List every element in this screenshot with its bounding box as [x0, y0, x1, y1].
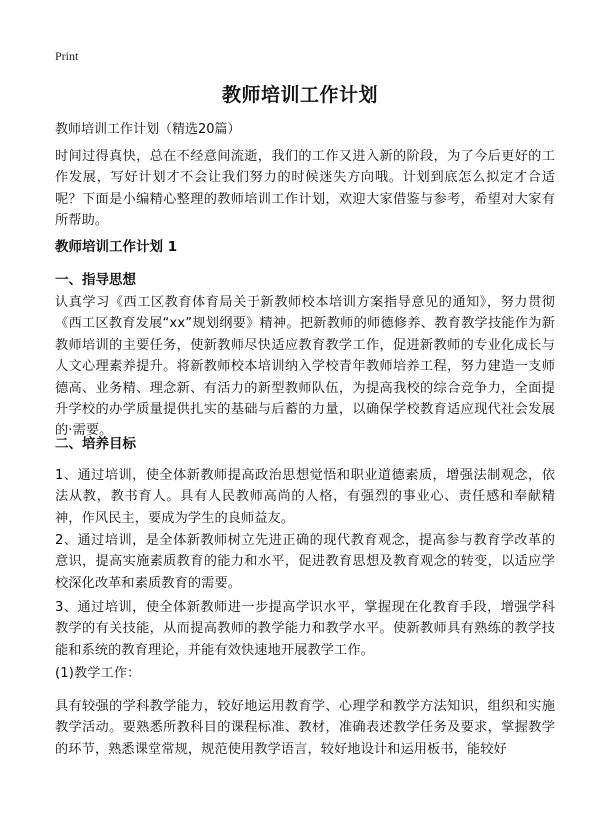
document-subtitle: 教师培训工作计划（精选20篇）: [55, 122, 241, 137]
page-title: 教师培训工作计划: [221, 84, 378, 106]
goal-item: 2、通过培训，是全体新教师树立先进正确的现代教育观念，提高参与教育学改革的意识，提高实施素质教育的能力和水平，促进教育思想及教育观念的转变，以适应学校深化改革和素质教育的需要。: [55, 533, 555, 591]
section-heading-guiding-ideology: 一、指导思想: [55, 272, 136, 288]
intro-paragraph: 时间过得真快，总在不经意间流逝，我们的工作又进入新的阶段，为了今后更好的工作发展，写好计划才不会让我们努力的时候迷失方向哦。计划到底怎么拟定才合适呢？下面是小编精心整理的教师培训工作计划，欢迎大家借鉴与参考，希望对大家有所帮助。: [55, 149, 555, 229]
goal-item: 3、通过培训，使全体新教师进一步提高学识水平，掌握现在化教育手段，增强学科教学的有关技能，从而提高教师的教学能力和教学水平。使新教师具有熟练的教学技能和系统的教育理论，并能有效快速地开展教学工作。: [55, 600, 555, 658]
teaching-work-heading: (1)教学工作：: [55, 666, 141, 681]
section-heading-training-goals: 二、培养目标: [55, 436, 136, 452]
plan-heading: 教师培训工作计划 1: [55, 239, 178, 255]
print-label: Print: [55, 49, 79, 63]
guiding-ideology-paragraph: 认真学习《西工区教育体育局关于新教师校本培训方案指导意见的通知》，努力贯彻《西工区教育发展“xx”规划纲要》精神。把新教师的师德修养、教育教学技能作为新教师培训的主要任务，使新教师尽快适应教育教学工作，促进新教师的专业化成长与人文心理素养提升。将新教师校本培训纳入学校青年教师培养工程，努力建造一支师德高、业务精、理念新、有活力的新型教师队伍，为提高我校的综合竞争力，全面提升学校的办学质量提供扎实的基础与后蓄的力量，以确保学校教育适应现代社会发展的·需要。: [55, 295, 555, 439]
goal-item: 1、通过培训，使全体新教师提高政治思想觉悟和职业道德素质，增强法制观念，依法从教，教书育人。具有人民教师高尚的人格，有强烈的事业心、责任感和奉献精神，作风民主，要成为学生的良师益友。: [55, 468, 555, 526]
teaching-work-paragraph: 具有较强的学科教学能力，较好地运用教育学、心理学和教学方法知识，组织和实施教学活动。要熟悉所教科目的课程标准、教材，准确表述教学任务及要求，掌握教学的环节，熟悉课堂常规，规范使用教学语言，较好地设计和运用板书，能较好: [55, 699, 555, 757]
